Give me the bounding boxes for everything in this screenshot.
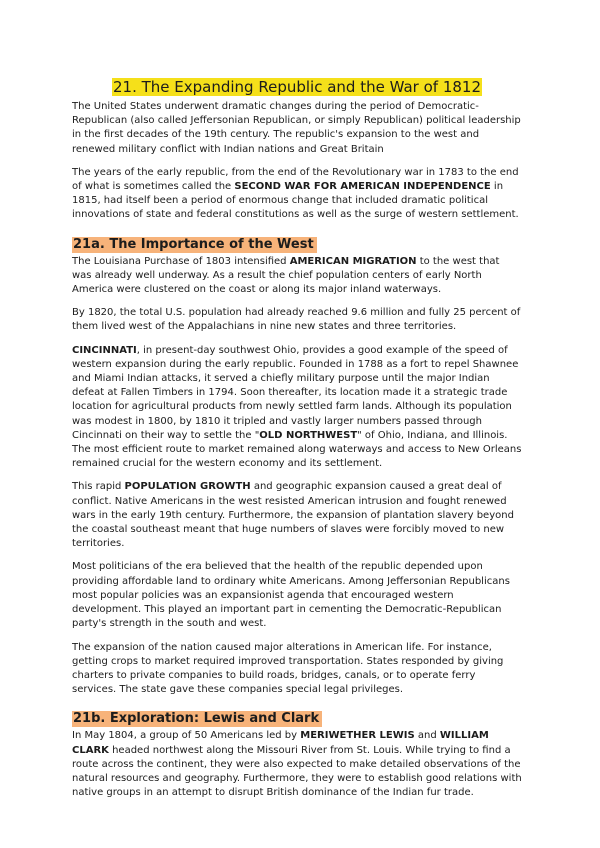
text-run: to the west that was already well underway. As a result the chief population centers of early North America were clustered on the coast or along its major inland waterways. [72,255,500,296]
bold-term: OLD NORTHWEST [259,429,358,441]
section-a-paragraph-5: Most politicians of the era believed that the health of the republic depended upon providing affordable land to ordinary white Americans. Among Jeffersonian Republicans most popular policies was an expansionist agenda that encouraged western development. This played an important part in cementing the Democratic-Republican party's strength in the south and west. [72,561,510,630]
section-heading-21a [72,232,522,253]
page-title-text: 21. The Expanding Republic and the War of 1812 [113,78,481,96]
text-run: headed northwest along the Missouri River from St. Louis. While trying to find a route across the continent, they were also expected to make detailed observations of the natural resources and geography. Furthermore, they were to establish good relations with native groups in an attempt to disrupt British dominance of the Indian fur trade. [72,744,522,799]
bold-term: AMERICAN MIGRATION [289,255,417,267]
section-a-paragraph-6: The expansion of the nation caused major alterations in American life. For instance, getting crops to market required improved transportation. States responded by giving charters to private companies to build roads, bridges, canals, or to operate ferry services. The state gave these companies special legal privileges. [72,641,504,696]
text-run: in 1815, had itself been a period of enormous change that included dramatic political innovations of state and federal constitutions as well as the surge of western settlement. [72,181,519,221]
text-run: This rapid [72,481,125,493]
section-heading-text: 21a. The Importance of the West [72,237,317,253]
intro-paragraph-1: The United States underwent dramatic changes during the period of Democratic-Republican (also called Jeffersonian Republican, or simply Republican) political leadership in the first decades of the 19th century. The republic's expansion to the west and renewed military conflict with Indian nations and Great Britain [72,101,521,155]
text-run: The Louisiana Purchase of 1803 intensified [72,255,290,267]
text-run: In May 1804, a group of 50 Americans led by [72,730,301,742]
section-heading-21b [72,706,522,727]
text-run: The years of the early republic, from the end of the Revolutionary war in 1783 to the end of what is sometimes called the [72,166,519,193]
text-run: " of Ohio, Indiana, and Illinois. The most efficient route to market remained along waterways and access to New Orleans remained crucial for the western economy and its settlement. [72,429,522,470]
text-run: and geographic expansion caused a great deal of conflict. Native Americans in the west resisted American intrusion and fought renewed wars in the early 19th century. Furthermore, the expansion of plantation slavery beyond the coastal southeast meant that huge numbers of slaves were forcibly moved to new territories. [72,481,514,550]
text-run: and [414,730,440,742]
bold-term: CINCINNATI [72,344,137,356]
section-heading-text: 21b. Exploration: Lewis and Clark [72,711,322,727]
bold-term: MERIWETHER LEWIS [300,730,415,742]
section-a-paragraph-3 [72,344,522,472]
bold-term: WILLIAM CLARK [72,730,489,756]
section-a-paragraph-4 [72,480,522,551]
bold-term: SECOND WAR FOR AMERICAN INDEPENDENCE [234,181,491,193]
section-a-paragraph-1 [72,255,522,298]
bold-term: POPULATION GROWTH [124,481,251,493]
intro-paragraph-2 [72,166,522,223]
text-run: , in present-day southwest Ohio, provides a good example of the speed of western expansion during the early republic. Founded in 1788 as a fort to repel Shawnee and Miami Indian attacks, it served a chiefly military purpose until the major Indian defeat at Fallen Timbers in 1794. Soon thereafter, its location made it a strategic trade location for agricultural products from newly settled farm lands. Although its population was modest in 1800, by 1810 it tripled and vastly larger numbers passed through Cincinnati on their way to settle the " [72,344,519,441]
section-b-paragraph-1 [72,729,522,800]
section-a-paragraph-2: By 1820, the total U.S. population had already reached 9.6 million and fully 25 percent of them lived west of the Appalachians in nine new states and three territories. [72,307,521,333]
page-title [72,72,522,96]
document-page [72,72,522,809]
